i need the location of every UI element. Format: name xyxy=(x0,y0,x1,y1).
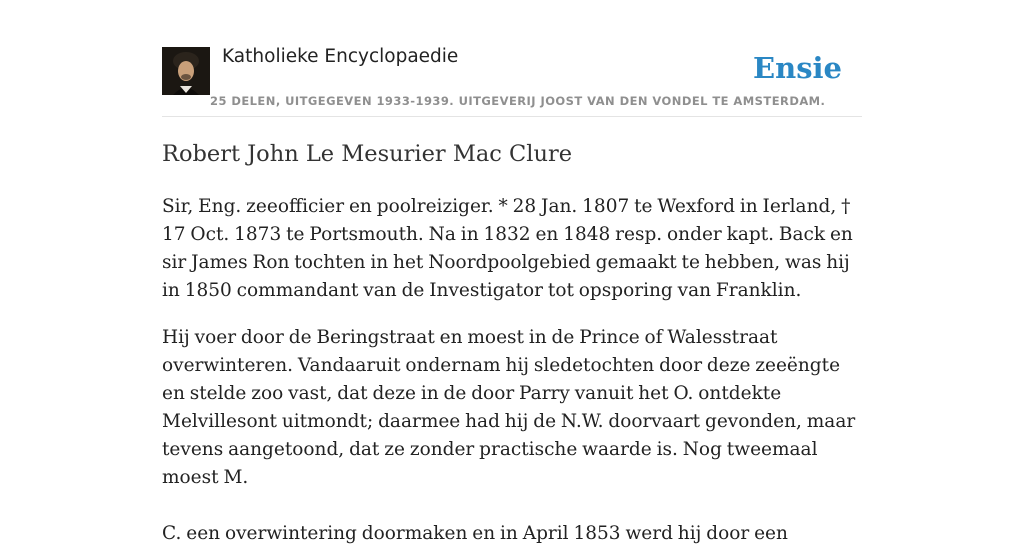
source-title[interactable]: Katholieke Encyclopaedie xyxy=(222,46,459,67)
source-header xyxy=(162,44,862,117)
article-title: Robert John Le Mesurier Mac Clure xyxy=(162,141,573,167)
article-paragraph: Hij voer door de Beringstraat en moest in de Prince of Walesstraat overwinteren. Vandaaruit ondernam hij sledetochten door deze zeeëngte en stelde zoo vast, dat deze in de door Parry vanuit het O. ontdekte Melvillesont uitmondt; daarmee had hij de N.W. doorvaart gevonden, maar tevens aangetoond, dat ze zonder practische waarde is. Nog tweemaal moest M. xyxy=(162,327,856,488)
ensie-logo-link[interactable]: Ensie xyxy=(753,51,842,85)
article-paragraph: C. een overwintering doormaken en in April 1853 werd hij door een xyxy=(162,523,788,544)
portrait-avatar-icon[interactable] xyxy=(162,47,210,95)
source-subtitle: 25 DELEN, UITGEGEVEN 1933-1939. UITGEVERIJ JOOST VAN DEN VONDEL TE AMSTERDAM. xyxy=(210,94,826,108)
article xyxy=(162,139,862,548)
article-paragraph: Sir, Eng. zeeofficier en poolreiziger. * 28 Jan. 1807 te Wexford in Ierland, † 17 Oct. 1873 te Portsmouth. Na in 1832 en 1848 resp. onder kapt. Back en sir James Ron tochten in het Noordpoolgebied gemaakt te hebben, was hij in 1850 commandant van de Investigator tot opsporing van Franklin. xyxy=(162,196,853,301)
